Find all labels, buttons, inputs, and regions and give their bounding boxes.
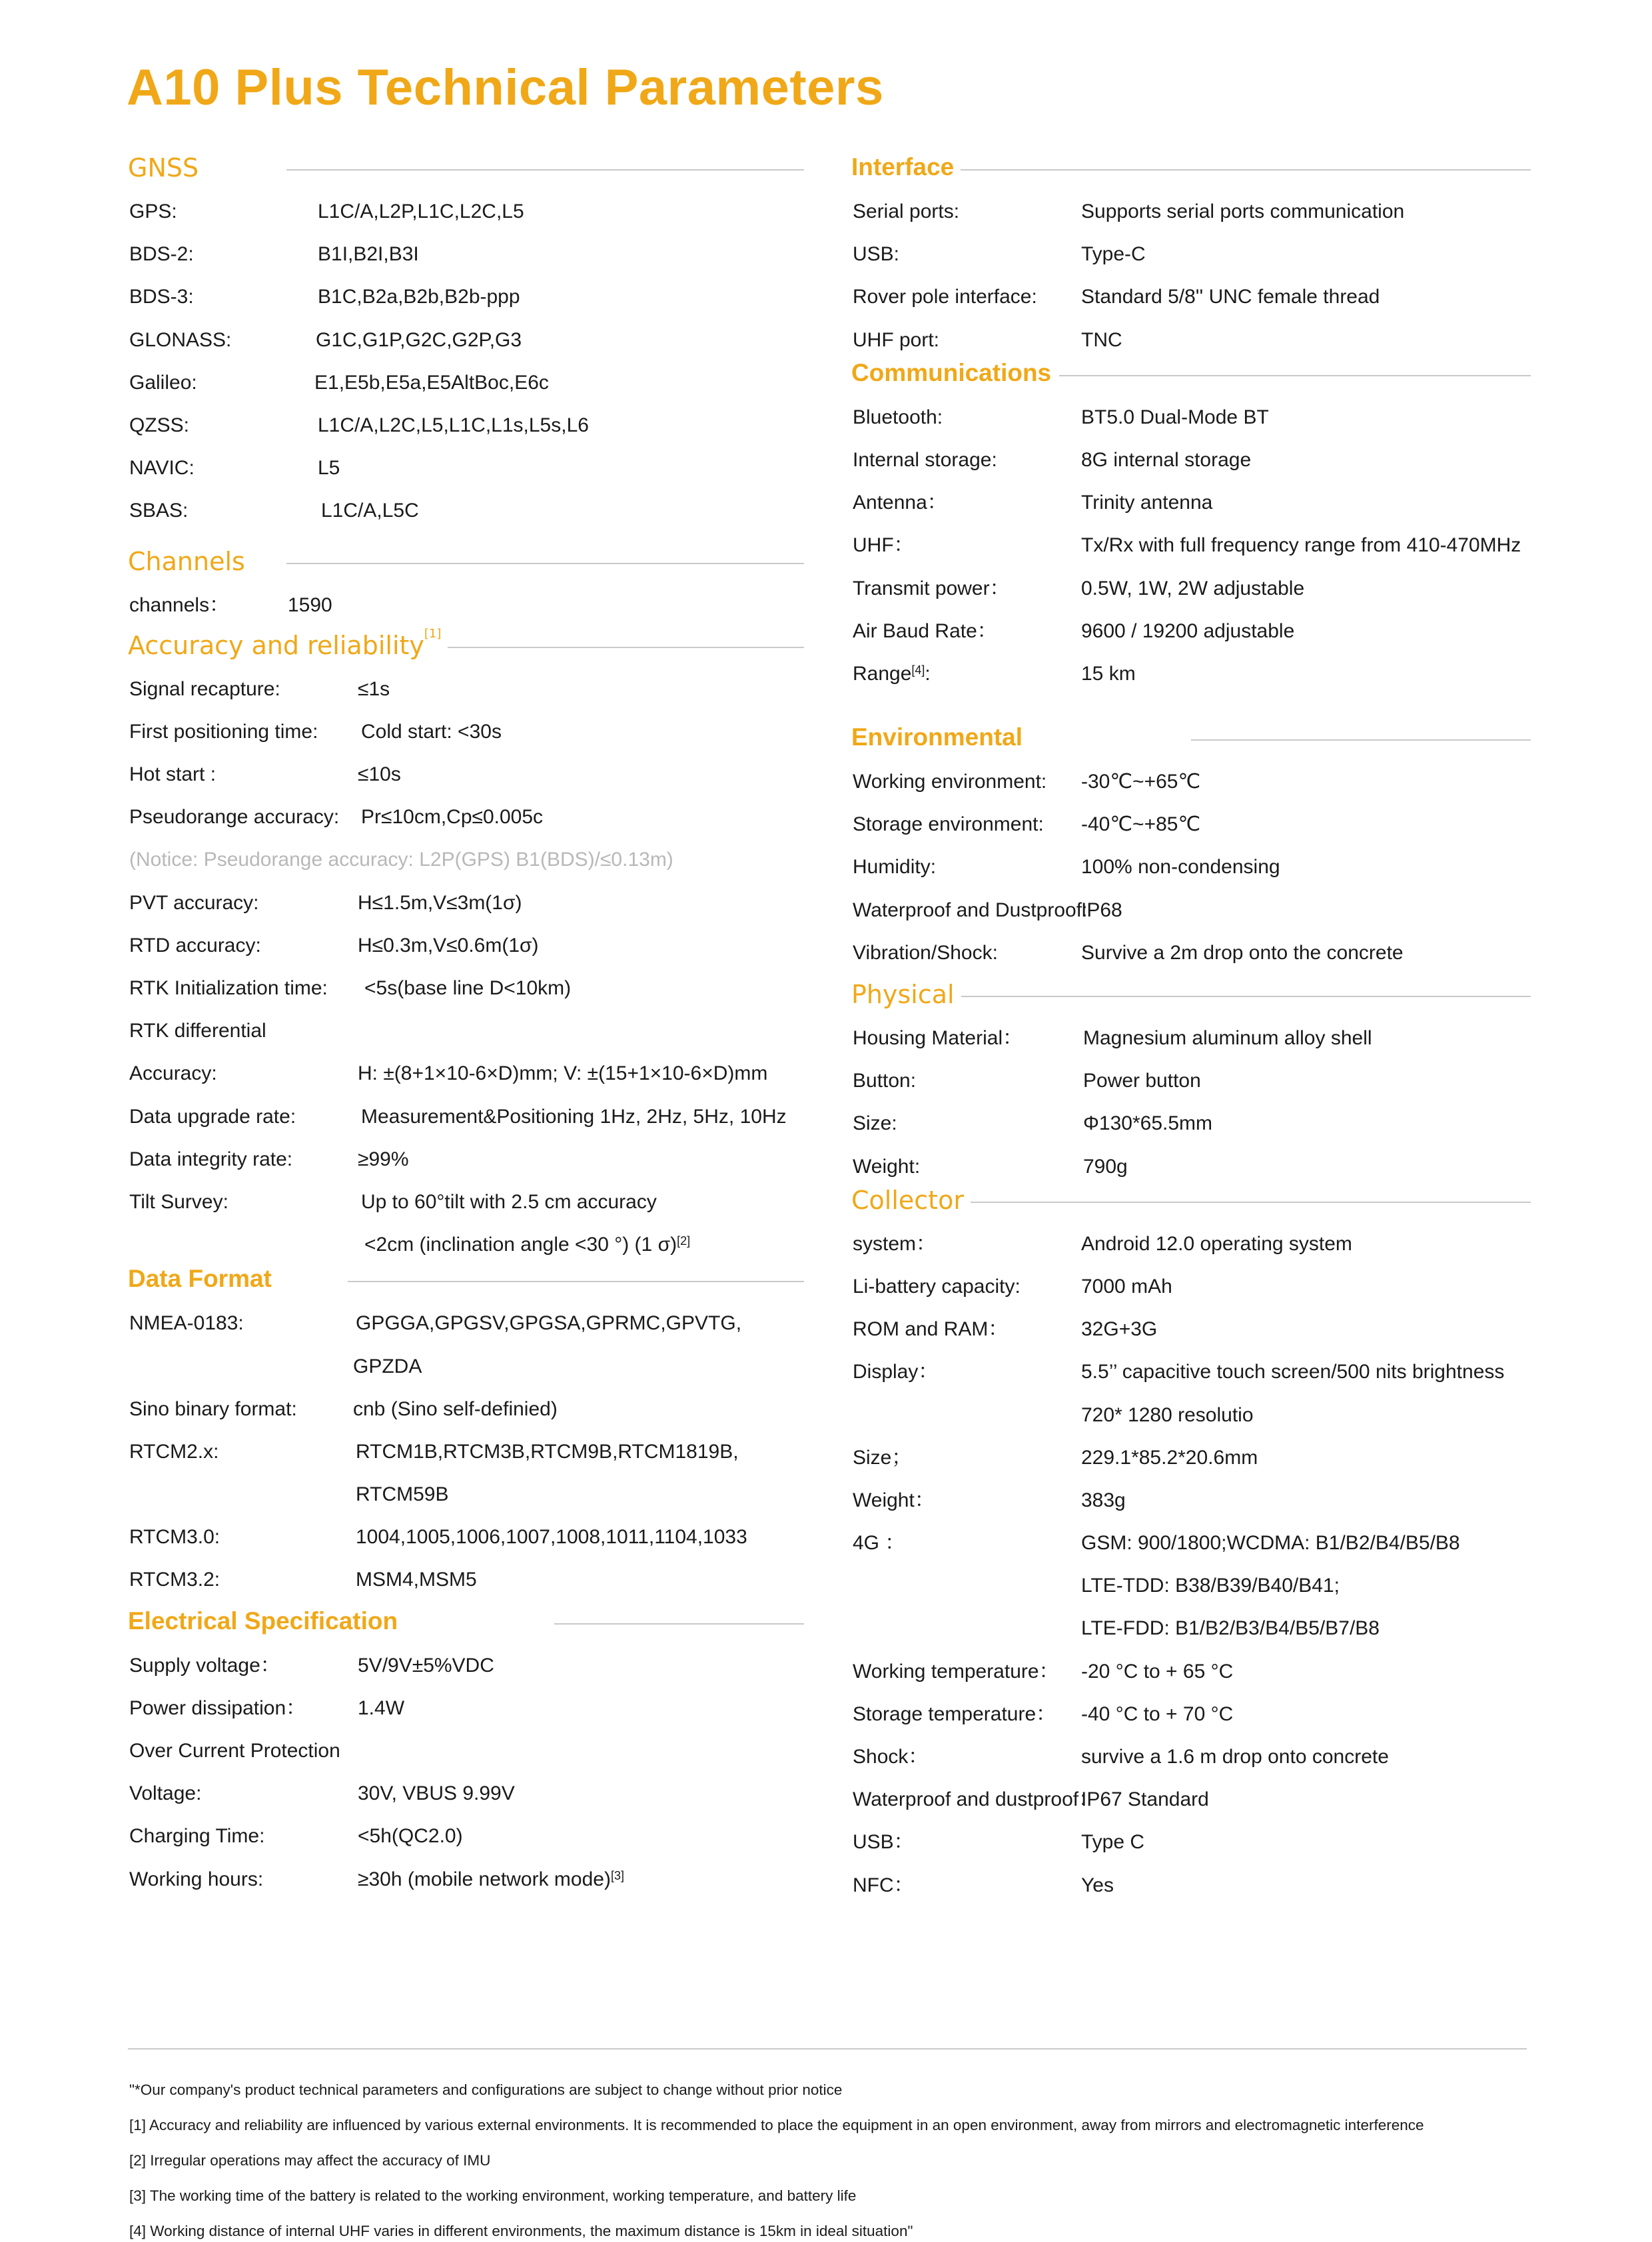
spec-row bbox=[128, 276, 804, 318]
spec-value: Φ130*65.5mm bbox=[1083, 1112, 1213, 1135]
spec-row bbox=[851, 1351, 1531, 1393]
section-title: Communications bbox=[851, 359, 1058, 387]
spec-label: Bluetooth: bbox=[853, 406, 943, 428]
spec-value: Type-C bbox=[1081, 243, 1146, 266]
spec-row bbox=[128, 839, 804, 881]
spec-row bbox=[851, 524, 1531, 567]
spec-row bbox=[851, 1102, 1531, 1145]
section-divider bbox=[1191, 739, 1531, 741]
spec-value: 0.5W, 1W, 2W adjustable bbox=[1081, 577, 1305, 599]
spec-row bbox=[851, 190, 1531, 233]
spec-label: Voltage: bbox=[129, 1782, 202, 1805]
spec-row bbox=[851, 610, 1531, 653]
spec-row bbox=[128, 1096, 804, 1138]
spec-row bbox=[851, 1821, 1531, 1864]
spec-label: Working hours: bbox=[129, 1868, 264, 1890]
spec-row bbox=[851, 1266, 1531, 1308]
section-divider bbox=[959, 169, 1531, 171]
spec-row bbox=[851, 1394, 1531, 1437]
section-title: Electrical Specification bbox=[128, 1607, 404, 1635]
spec-value: 15 km bbox=[1081, 662, 1136, 685]
spec-row bbox=[851, 803, 1531, 846]
spec-label: Weight： bbox=[853, 1489, 935, 1511]
spec-label: BDS-2: bbox=[129, 243, 194, 266]
spec-value: 8G internal storage bbox=[1081, 448, 1252, 471]
spec-value: ≥30h (mobile network mode)[3] bbox=[358, 1868, 624, 1890]
right-column bbox=[851, 152, 1531, 1907]
spec-value: <5h(QC2.0) bbox=[358, 1825, 463, 1848]
section-divider bbox=[286, 563, 804, 564]
footnote: [2] Irregular operations may affect the accuracy of IMU bbox=[129, 2152, 491, 2169]
spec-row bbox=[128, 584, 804, 627]
section-collector bbox=[851, 1184, 1531, 1907]
spec-label: USB： bbox=[853, 1831, 914, 1854]
spec-row bbox=[128, 925, 804, 967]
section-accuracy bbox=[128, 626, 804, 1267]
section-data-format bbox=[128, 1264, 804, 1601]
spec-label: Charging Time: bbox=[129, 1825, 265, 1848]
spec-value: LTE-TDD: B38/B39/B40/B41; bbox=[1081, 1575, 1340, 1597]
spec-label: Button: bbox=[853, 1070, 917, 1092]
spec-row bbox=[851, 1736, 1531, 1778]
spec-label: Weight: bbox=[853, 1155, 921, 1178]
spec-row bbox=[128, 967, 804, 1010]
spec-label: Air Baud Rate： bbox=[853, 619, 997, 642]
spec-label: 4G ： bbox=[853, 1532, 905, 1555]
spec-label: QZSS: bbox=[129, 414, 190, 436]
spec-value: IP68 bbox=[1081, 899, 1122, 921]
spec-row bbox=[128, 1858, 804, 1901]
section-title: Channels bbox=[128, 547, 252, 576]
section-title: Physical bbox=[851, 980, 961, 1009]
spec-row bbox=[128, 796, 804, 839]
section-gnss bbox=[128, 152, 804, 533]
section-divider bbox=[424, 647, 804, 648]
section-title: Accuracy and reliability[1] bbox=[128, 631, 448, 660]
spec-row bbox=[128, 1687, 804, 1730]
spec-row bbox=[128, 233, 804, 276]
spec-row bbox=[851, 653, 1531, 695]
spec-value: survive a 1.6 m drop onto concrete bbox=[1081, 1746, 1389, 1768]
spec-row bbox=[128, 1431, 804, 1473]
spec-value: LTE-FDD: B1/B2/B3/B4/B5/B7/B8 bbox=[1081, 1617, 1380, 1640]
spec-value: ≤1s bbox=[358, 677, 390, 700]
spec-value: 1004,1005,1006,1007,1008,1011,1104,1033 bbox=[356, 1526, 747, 1549]
spec-label: GLONASS: bbox=[129, 328, 232, 351]
spec-row bbox=[128, 1772, 804, 1815]
spec-value: cnb (Sino self-definied) bbox=[353, 1397, 558, 1420]
spec-value: MSM4,MSM5 bbox=[356, 1569, 477, 1591]
spec-value: Cold start: <30s bbox=[361, 720, 502, 743]
spec-row bbox=[851, 761, 1531, 803]
spec-value: H≤1.5m,V≤3m(1σ) bbox=[358, 891, 522, 914]
spec-label: Accuracy: bbox=[129, 1062, 217, 1085]
spec-label: Internal storage: bbox=[853, 448, 997, 471]
spec-row bbox=[851, 1223, 1531, 1266]
spec-label: Housing Material： bbox=[853, 1027, 1023, 1049]
spec-row bbox=[851, 1522, 1531, 1565]
footnote-ref: [4] bbox=[911, 663, 925, 677]
spec-label: Serial ports: bbox=[853, 200, 960, 222]
section-channels bbox=[128, 546, 804, 627]
spec-value: 229.1*85.2*20.6mm bbox=[1081, 1446, 1258, 1469]
spec-label: Storage environment: bbox=[853, 813, 1044, 836]
spec-value: GPZDA bbox=[353, 1355, 422, 1377]
spec-label: Working environment: bbox=[853, 771, 1047, 793]
spec-value: -40℃~+85℃ bbox=[1081, 813, 1201, 836]
spec-row bbox=[851, 319, 1531, 362]
spec-label: USB: bbox=[853, 243, 900, 266]
spec-value: B1I,B2I,B3I bbox=[318, 243, 419, 266]
spec-value: Type C bbox=[1081, 1831, 1145, 1854]
spec-label: Data integrity rate: bbox=[129, 1148, 293, 1170]
spec-value: Measurement&Positioning 1Hz, 2Hz, 5Hz, 10Hz bbox=[361, 1105, 787, 1128]
spec-value: 32G+3G bbox=[1081, 1318, 1158, 1341]
spec-label: Over Current Protection bbox=[129, 1740, 340, 1762]
spec-row bbox=[851, 932, 1531, 974]
spec-label: Size: bbox=[853, 1112, 897, 1135]
spec-row bbox=[851, 482, 1531, 524]
spec-row bbox=[128, 1730, 804, 1772]
footnotes bbox=[128, 2048, 1527, 2239]
spec-row bbox=[128, 882, 804, 925]
spec-row bbox=[128, 404, 804, 447]
spec-value: Power button bbox=[1083, 1070, 1201, 1092]
spec-value: 30V, VBUS 9.99V bbox=[358, 1782, 515, 1805]
section-title: Collector bbox=[851, 1186, 971, 1215]
spec-label: Signal recapture: bbox=[129, 677, 280, 700]
spec-label: Waterproof and Dustproof: bbox=[853, 899, 1088, 921]
spec-row bbox=[128, 1516, 804, 1559]
spec-label: Hot start : bbox=[129, 763, 216, 786]
spec-label: Range[4]: bbox=[853, 662, 931, 685]
spec-label: system： bbox=[853, 1232, 937, 1255]
spec-label: RTCM3.0: bbox=[129, 1526, 220, 1549]
spec-row bbox=[128, 711, 804, 753]
spec-row bbox=[851, 1607, 1531, 1650]
spec-label: GPS: bbox=[129, 200, 177, 222]
section-interface bbox=[851, 152, 1531, 362]
spec-row bbox=[851, 1060, 1531, 1102]
spec-value: <2cm (inclination angle <30 °) (1 σ)[2] bbox=[364, 1234, 691, 1256]
spec-value: -20 °C to + 65 °C bbox=[1081, 1660, 1234, 1682]
spec-label: PVT accuracy: bbox=[129, 891, 259, 914]
spec-row bbox=[128, 1815, 804, 1858]
spec-row bbox=[128, 753, 804, 796]
section-electrical bbox=[128, 1606, 804, 1901]
spec-value: Standard 5/8'' UNC female thread bbox=[1081, 286, 1380, 308]
spec-value: Tx/Rx with full frequency range from 410-470MHz bbox=[1081, 534, 1521, 557]
spec-row bbox=[851, 1479, 1531, 1522]
spec-label: NAVIC: bbox=[129, 457, 195, 480]
spec-label: Shock： bbox=[853, 1746, 929, 1768]
spec-value: 720* 1280 resolutio bbox=[1081, 1403, 1254, 1426]
spec-row bbox=[851, 1778, 1531, 1821]
spec-label: Power dissipation： bbox=[129, 1696, 306, 1719]
spec-value: 1.4W bbox=[358, 1696, 405, 1719]
section-divider bbox=[951, 1202, 1531, 1203]
spec-value: 7000 mAh bbox=[1081, 1275, 1172, 1298]
spec-row bbox=[128, 1388, 804, 1431]
spec-value: -30℃~+65℃ bbox=[1081, 771, 1201, 793]
spec-label: Pseudorange accuracy: bbox=[129, 806, 340, 829]
spec-row bbox=[128, 1224, 804, 1266]
spec-label: Data upgrade rate: bbox=[129, 1105, 296, 1128]
spec-label: Working temperature： bbox=[853, 1660, 1059, 1682]
spec-value: L1C/A,L2C,L5,L1C,L1s,L5s,L6 bbox=[318, 414, 589, 436]
spec-value: H: ±(8+1×10-6×D)mm; V: ±(15+1×10-6×D)mm bbox=[358, 1062, 768, 1085]
spec-label: NFC： bbox=[853, 1874, 914, 1896]
spec-row bbox=[128, 490, 804, 532]
spec-label: Humidity: bbox=[853, 856, 937, 879]
spec-label: Li-battery capacity: bbox=[853, 1275, 1021, 1298]
spec-row bbox=[851, 439, 1531, 482]
spec-value: G1C,G1P,G2C,G2P,G3 bbox=[316, 328, 522, 351]
spec-label: Supply voltage： bbox=[129, 1654, 280, 1677]
spec-row bbox=[128, 190, 804, 233]
spec-label: channels： bbox=[129, 593, 230, 616]
spec-value: 5V/9V±5%VDC bbox=[358, 1654, 494, 1677]
spec-label: BDS-3: bbox=[129, 286, 194, 308]
spec-value: GSM: 900/1800;WCDMA: B1/B2/B4/B5/B8 bbox=[1081, 1532, 1460, 1555]
spec-label: RTD accuracy: bbox=[129, 934, 261, 956]
spec-value: ≤10s bbox=[358, 763, 401, 786]
spec-row bbox=[851, 1308, 1531, 1351]
spec-row bbox=[851, 889, 1531, 932]
spec-label: RTCM3.2: bbox=[129, 1569, 220, 1591]
spec-label: SBAS: bbox=[129, 500, 189, 522]
spec-label: UHF： bbox=[853, 534, 914, 557]
spec-row bbox=[128, 1010, 804, 1052]
spec-label: RTK differential bbox=[129, 1020, 266, 1042]
spec-row bbox=[851, 1693, 1531, 1736]
spec-row bbox=[128, 362, 804, 404]
spec-value: L5 bbox=[318, 457, 340, 480]
spec-row bbox=[851, 233, 1531, 276]
footnote: [1] Accuracy and reliability are influenced by various external environments. It is recommended to place the equipment in an open environment, away from mirrors and electromagnetic interference bbox=[129, 2117, 1424, 2133]
spec-value: <5s(base line D<10km) bbox=[364, 977, 572, 999]
spec-value: 790g bbox=[1083, 1155, 1128, 1178]
spec-row bbox=[851, 1565, 1531, 1607]
spec-value: 9600 / 19200 adjustable bbox=[1081, 619, 1295, 642]
footnote: [4] Working distance of internal UHF varies in different environments, the maximum distance is 15km in ideal situation" bbox=[129, 2223, 913, 2239]
section-divider bbox=[348, 1281, 804, 1282]
spec-label: RTCM2.x: bbox=[129, 1440, 219, 1463]
spec-value: GPGGA,GPGSV,GPGSA,GPRMC,GPVTG, bbox=[356, 1312, 742, 1335]
spec-row bbox=[851, 1437, 1531, 1479]
spec-row bbox=[128, 1345, 804, 1388]
spec-row bbox=[851, 396, 1531, 439]
spec-value: Survive a 2m drop onto the concrete bbox=[1081, 941, 1404, 964]
spec-label: Rover pole interface: bbox=[853, 286, 1037, 308]
spec-value: RTCM59B bbox=[356, 1483, 449, 1506]
footnote: [3] The working time of the battery is related to the working environment, working temperature, and battery life bbox=[129, 2187, 857, 2204]
section-physical bbox=[851, 978, 1531, 1188]
section-title: Interface bbox=[851, 153, 961, 181]
page-title: A10 Plus Technical Parameters bbox=[127, 59, 884, 116]
spec-row bbox=[128, 1052, 804, 1095]
spec-value: RTCM1B,RTCM3B,RTCM9B,RTCM1819B, bbox=[356, 1440, 739, 1463]
spec-label: Size； bbox=[853, 1446, 912, 1469]
spec-row bbox=[128, 1181, 804, 1224]
spec-row bbox=[128, 668, 804, 711]
spec-value: Trinity antenna bbox=[1081, 492, 1213, 514]
spec-value: B1C,B2a,B2b,B2b-ppp bbox=[318, 286, 520, 308]
spec-label: NMEA-0183: bbox=[129, 1312, 244, 1335]
spec-row bbox=[851, 1864, 1531, 1907]
spec-label: Tilt Survey: bbox=[129, 1190, 228, 1213]
footnote-ref: [1] bbox=[424, 626, 442, 641]
spec-value: H≤0.3m,V≤0.6m(1σ) bbox=[358, 934, 539, 956]
section-title: Environmental bbox=[851, 723, 1029, 751]
spec-value: 1590 bbox=[288, 593, 332, 616]
section-divider bbox=[1059, 375, 1531, 376]
section-title: GNSS bbox=[128, 153, 205, 183]
spec-row bbox=[128, 319, 804, 362]
spec-label: Galileo: bbox=[129, 371, 197, 394]
left-column bbox=[128, 152, 804, 1901]
spec-row bbox=[128, 1473, 804, 1516]
spec-row bbox=[851, 1017, 1531, 1060]
section-environmental bbox=[851, 722, 1531, 974]
spec-label: First positioning time: bbox=[129, 720, 318, 743]
spec-row bbox=[851, 846, 1531, 889]
spec-row bbox=[851, 276, 1531, 318]
spec-row bbox=[851, 1651, 1531, 1693]
spec-row bbox=[128, 447, 804, 490]
section-divider bbox=[554, 1623, 804, 1625]
spec-value: Up to 60°tilt with 2.5 cm accuracy bbox=[361, 1190, 657, 1213]
section-communications bbox=[851, 358, 1531, 695]
spec-value: 383g bbox=[1081, 1489, 1126, 1511]
section-divider bbox=[286, 169, 804, 171]
spec-label: Antenna： bbox=[853, 492, 947, 514]
spec-value: Pr≤10cm,Cp≤0.005c bbox=[361, 806, 544, 829]
spec-row bbox=[128, 1645, 804, 1687]
spec-row bbox=[851, 1146, 1531, 1188]
spec-value: Android 12.0 operating system bbox=[1081, 1232, 1352, 1255]
spec-label: (Notice: Pseudorange accuracy: L2P(GPS) B1(BDS)/≤0.13m) bbox=[129, 849, 673, 871]
spec-label: Storage temperature： bbox=[853, 1702, 1056, 1725]
spec-value: IP67 Standard bbox=[1081, 1788, 1209, 1811]
spec-label: ROM and RAM： bbox=[853, 1318, 1009, 1341]
footnote: "*Our company's product technical parameters and configurations are subject to change without prior notice bbox=[129, 2081, 843, 2098]
section-title: Data Format bbox=[128, 1265, 278, 1293]
spec-value: Magnesium aluminum alloy shell bbox=[1083, 1027, 1372, 1049]
spec-label: Display： bbox=[853, 1361, 939, 1383]
spec-value: E1,E5b,E5a,E5AltBoc,E6c bbox=[314, 371, 549, 394]
section-divider bbox=[953, 996, 1531, 997]
spec-value: ≥99% bbox=[358, 1148, 409, 1170]
spec-value: 100% non-condensing bbox=[1081, 856, 1280, 879]
spec-row bbox=[128, 1138, 804, 1181]
spec-label: Vibration/Shock: bbox=[853, 941, 998, 964]
spec-value: Supports serial ports communication bbox=[1081, 200, 1405, 222]
footnote-ref: [3] bbox=[610, 1868, 624, 1882]
footnote-ref: [2] bbox=[677, 1234, 691, 1248]
spec-value: L1C/A,L2P,L1C,L2C,L5 bbox=[318, 200, 524, 222]
spec-label: Waterproof and dustproof： bbox=[853, 1788, 1099, 1811]
spec-label: RTK Initialization time: bbox=[129, 977, 328, 999]
spec-value: L1C/A,L5C bbox=[321, 500, 419, 522]
spec-value: 5.5’’ capacitive touch screen/500 nits brightness bbox=[1081, 1361, 1505, 1383]
spec-label: Transmit power： bbox=[853, 577, 1010, 599]
spec-label: UHF port: bbox=[853, 328, 940, 351]
spec-value: Yes bbox=[1081, 1874, 1114, 1896]
spec-label: Sino binary format: bbox=[129, 1397, 297, 1420]
spec-row bbox=[128, 1302, 804, 1345]
spec-row bbox=[851, 567, 1531, 610]
spec-value: BT5.0 Dual-Mode BT bbox=[1081, 406, 1269, 428]
spec-value: -40 °C to + 70 °C bbox=[1081, 1702, 1234, 1725]
spec-value: TNC bbox=[1081, 328, 1122, 351]
spec-row bbox=[128, 1559, 804, 1601]
footer-divider bbox=[128, 2048, 1527, 2050]
